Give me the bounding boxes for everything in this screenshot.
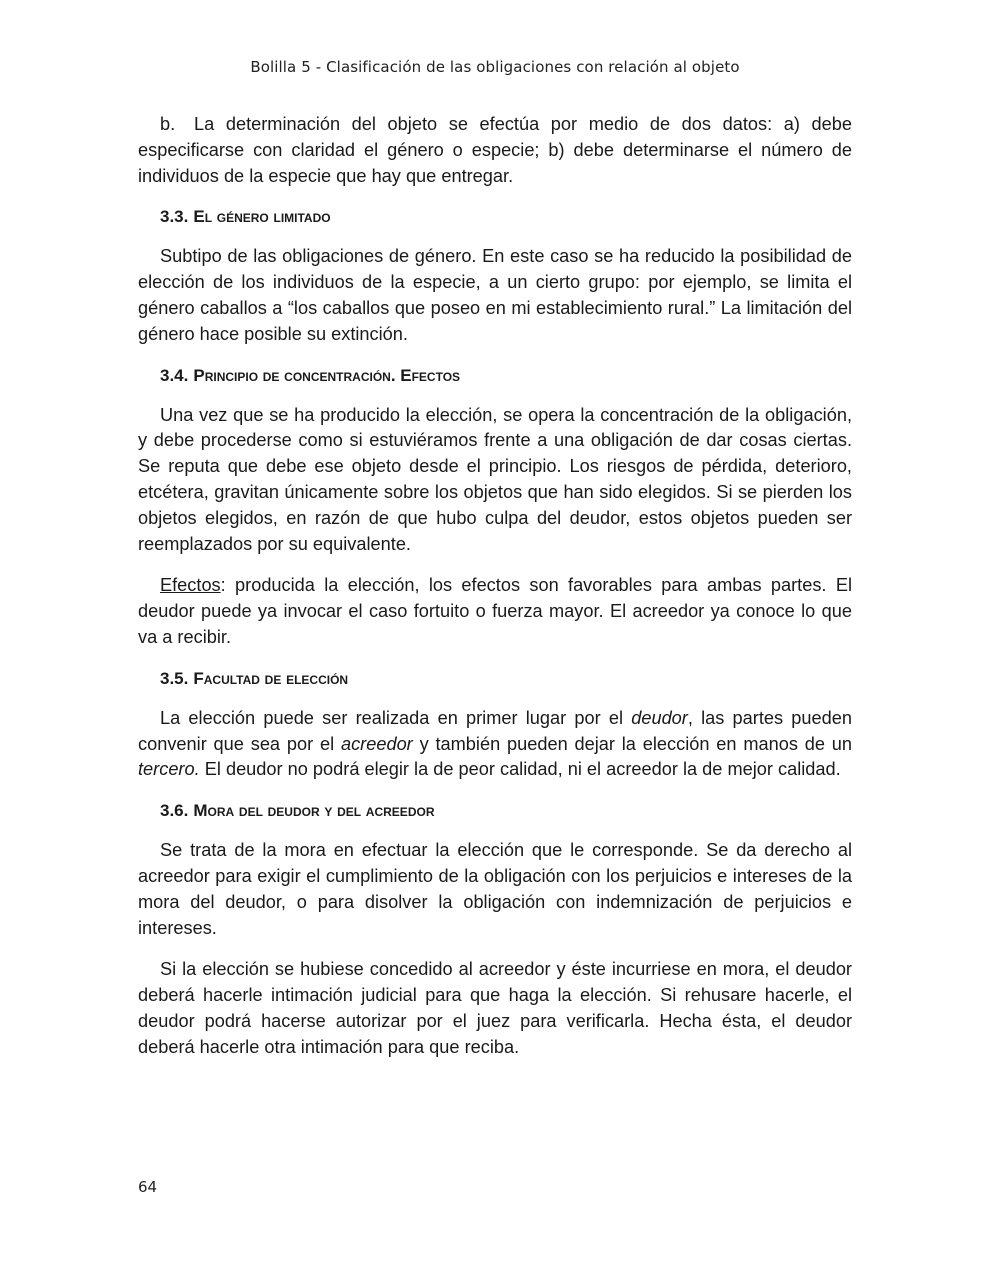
paragraph: Subtipo de las obligaciones de género. En este caso se ha reducido la posibilidad de elección de los individuos de la especie, a un cierto grupo: por ejemplo, se limita el género caballos a “los caballos que poseo en mi establecimiento rural.” La limitación del género hace posible su extinción. bbox=[138, 246, 852, 344]
emphasis-deudor: deudor bbox=[631, 707, 688, 728]
section-number: 3.6. bbox=[160, 801, 189, 821]
paragraph: Se trata de la mora en efectuar la elección que le corresponde. Se da derecho al acreedor para exigir el cumplimiento de la obligación con los perjuicios e intereses de la mora del deudor, o para disolver la obligación con indemnización de perjuicios e intereses. bbox=[138, 840, 852, 938]
paragraph: Una vez que se ha producido la elección, se opera la concentración de la obligación, y debe procederse como si estuviéramos frente a una obligación de dar cosas ciertas. Se reputa que debe ese objeto desde el principio. Los riesgos de pérdida, deterioro, etcétera, gravitan únicamente sobre los objetos que han sido elegidos. Si se pierden los objetos elegidos, en razón de que hubo culpa del deudor, estos objetos pueden ser reemplazados por su equivalente. bbox=[138, 404, 852, 554]
section-heading-3-5 bbox=[138, 667, 852, 691]
text-span: , las partes pueden convenir que sea por el bbox=[138, 707, 852, 754]
paragraph: Si la elección se hubiese concedido al acreedor y éste incurriese en mora, el deudor deberá hacerle intimación judicial para que haga la elección. Si rehusare hacerle, el deudor podrá hacerse autorizar por el juez para verificarla. Hecha ésta, el deudor deberá hacerle otra intimación para que reciba. bbox=[138, 959, 852, 1057]
list-item-b bbox=[138, 112, 852, 189]
section-title: Mora del deudor y del acreedor bbox=[193, 801, 435, 821]
section-heading-3-3 bbox=[138, 205, 852, 229]
section-title: Principio de concentración. Efectos bbox=[193, 365, 461, 385]
effects-text: : producida la elección, los efectos son favorables para ambas partes. El deudor puede ya invocar el caso fortuito o fuerza mayor. El acreedor ya conoce lo que va a recibir. bbox=[138, 575, 852, 647]
document-body bbox=[138, 112, 852, 1077]
election-paragraph bbox=[138, 706, 852, 783]
section-title: El género limitado bbox=[193, 207, 331, 227]
section-heading-3-6 bbox=[138, 799, 852, 823]
list-item-label: b. bbox=[160, 114, 176, 134]
section-number: 3.4. bbox=[160, 365, 189, 385]
text-span: y también pueden dejar la elección en manos de un bbox=[412, 733, 853, 754]
running-header: Bolilla 5 - Clasificación de las obligaciones con relación al objeto bbox=[250, 58, 740, 76]
page-number: 64 bbox=[138, 1178, 158, 1196]
emphasis-tercero: tercero. bbox=[138, 759, 200, 780]
section-title: Facultad de elección bbox=[193, 668, 349, 688]
effects-label: Efectos bbox=[160, 575, 221, 596]
section-heading-3-4 bbox=[138, 364, 852, 388]
section-number: 3.3. bbox=[160, 207, 189, 227]
list-item-text: La determinación del objeto se efectúa por medio de dos datos: a) debe especificarse con claridad el género o especie; b) debe determinarse el número de individuos de la especie que hay que entregar. bbox=[138, 114, 852, 186]
section-number: 3.5. bbox=[160, 668, 189, 688]
text-span: La elección puede ser realizada en primer lugar por el bbox=[160, 707, 632, 728]
text-span: El deudor no podrá elegir la de peor calidad, ni el acreedor la de mejor calidad. bbox=[199, 759, 841, 780]
emphasis-acreedor: acreedor bbox=[340, 733, 413, 754]
effects-paragraph bbox=[138, 573, 852, 650]
